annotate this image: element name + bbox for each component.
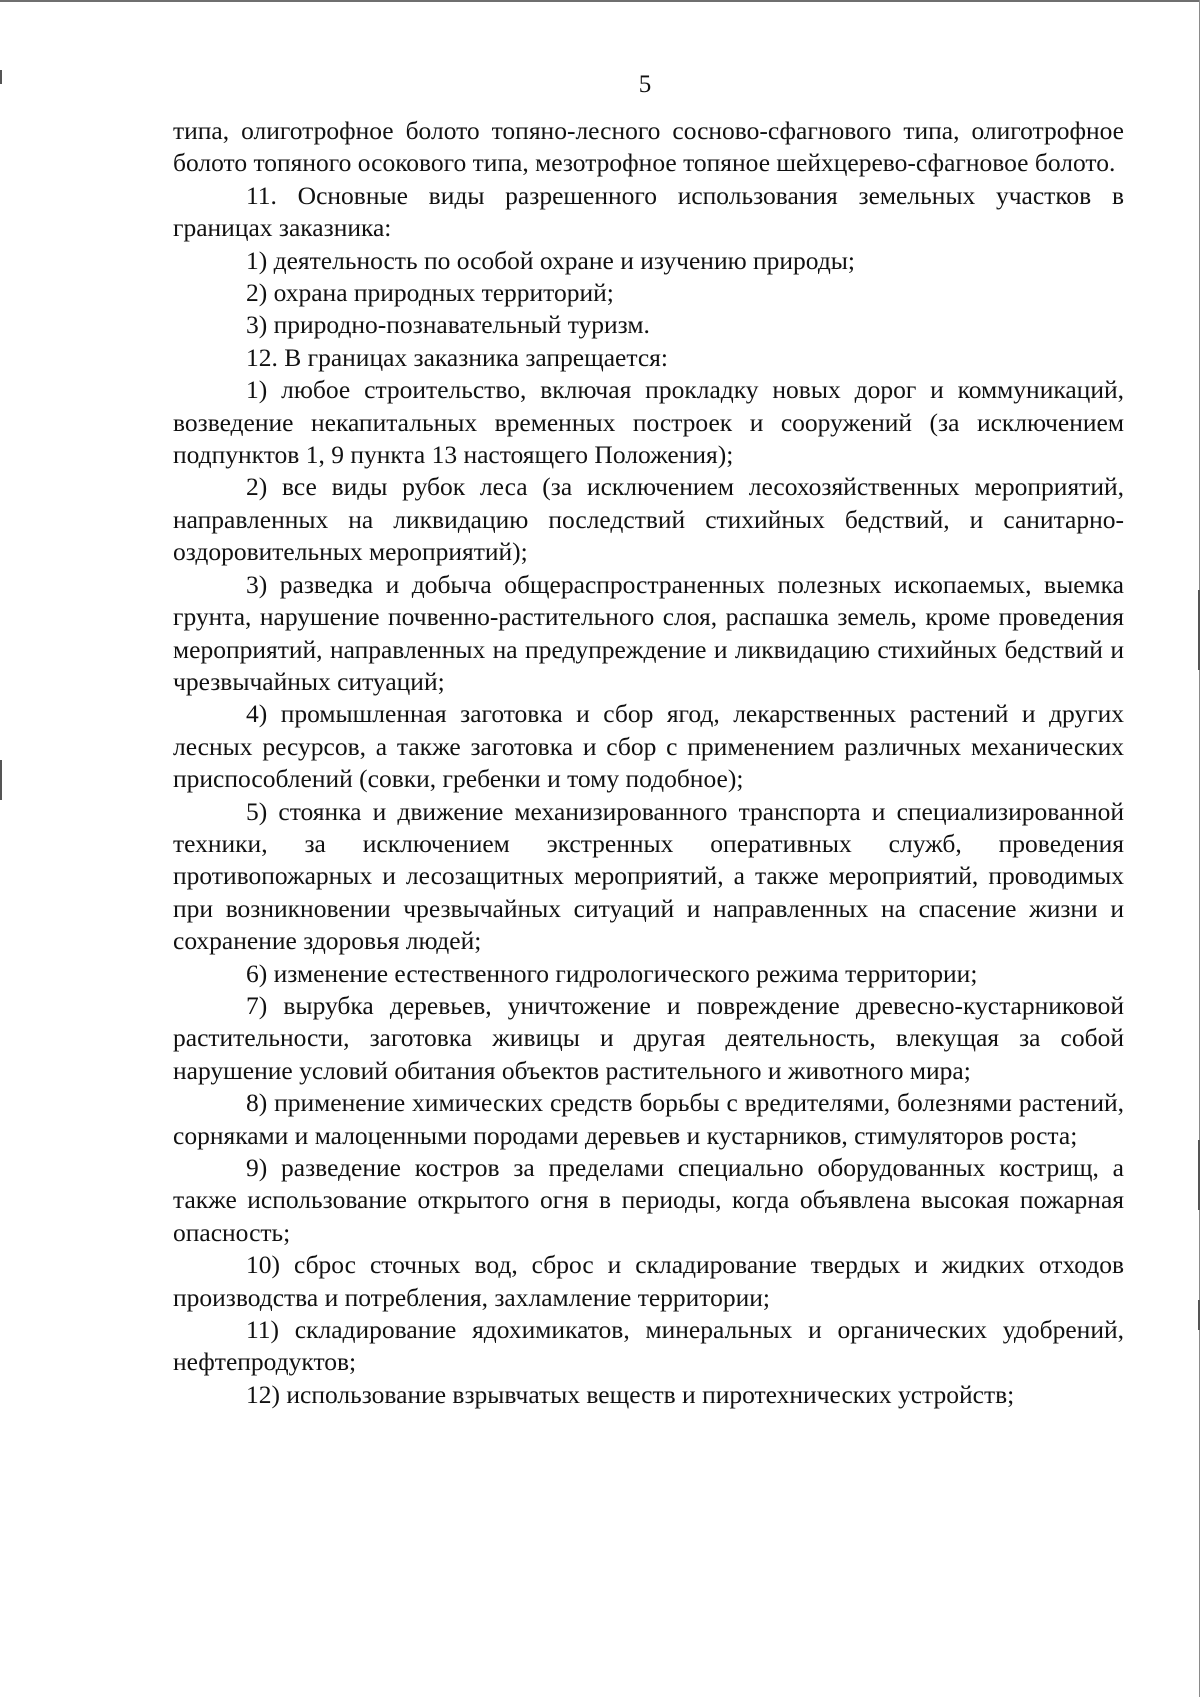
paragraph: 7) вырубка деревьев, уничтожение и повреждение древесно-кустарниковой растительности, заготовка живицы и другая деятельность, влекущая за собой нарушение условий обитания объектов растительного и животного мира; (173, 990, 1124, 1085)
paragraph: 3) природно-познавательный туризм. (246, 310, 650, 340)
paragraph: 2) все виды рубок леса (за исключением лесохозяйственных мероприятий, направленных на ликвидацию последствий стихийных бедствий, и санитарно-оздоровительных мероприятий); (173, 472, 1124, 567)
paragraph: 6) изменение естественного гидрологического режима территории; (246, 958, 978, 988)
paragraph: 1) любое строительство, включая прокладку новых дорог и коммуникаций, возведение некапитальных временных построек и сооружений (за исключением подпунктов 1, 9 пункта 13 настоящего Положения); (173, 375, 1124, 470)
scan-edge-top (0, 0, 1200, 2)
paragraph: 4) промышленная заготовка и сбор ягод, лекарственных растений и других лесных ресурсов, а также заготовка и сбор с применением различных механических приспособлений (совки, гребенки и тому подобное); (173, 699, 1124, 794)
paragraph: 12) использование взрывчатых веществ и пиротехнических устройств; (246, 1379, 1015, 1409)
scan-mark-left-middle (0, 760, 2, 800)
paragraph: 8) применение химических средств борьбы с вредителями, болезнями растений, сорняками и малоценными породами деревьев и кустарников, стимуляторов роста; (173, 1088, 1124, 1150)
paragraph: типа, олиготрофное болото топяно-лесного сосново-сфагнового типа, олиготрофное болото топяного осокового типа, мезотрофное топяное шейхцерево-сфагновое болото. (173, 116, 1124, 178)
paragraph: 12. В границах заказника запрещается: (246, 342, 668, 372)
paragraph: 10) сброс сточных вод, сброс и складирование твердых и жидких отходов производства и потребления, захламление территории; (173, 1250, 1124, 1312)
document-body (173, 115, 1124, 1411)
paragraph: 5) стоянка и движение механизированного транспорта и специализированной техники, за исключением экстренных оперативных служб, проведения противопожарных и лесозащитных мероприятий, а также мероприятий, проводимых при возникновении чрезвычайных ситуаций и направленных на спасение жизни и сохранение здоровья людей; (173, 796, 1124, 956)
page-number: 5 (638, 71, 652, 98)
paragraph: 2) охрана природных территорий; (246, 278, 614, 308)
paragraph: 9) разведение костров за пределами специально оборудованных кострищ, а также использование открытого огня в периоды, когда объявлена высокая пожарная опасность; (173, 1153, 1124, 1247)
paragraph: 11) складирование ядохимикатов, минеральных и органических удобрений, нефтепродуктов; (173, 1315, 1124, 1377)
paragraph: 1) деятельность по особой охране и изучению природы; (246, 245, 856, 275)
paragraph: 11. Основные виды разрешенного использования земельных участков в границах заказника: (173, 180, 1124, 243)
paragraph: 3) разведка и добыча общераспространенных полезных ископаемых, выемка грунта, нарушение почвенно-растительного слоя, распашка земель, кроме проведения мероприятий, направленных на предупреждение и ликвидацию стихийных бедствий и чрезвычайных ситуаций; (173, 569, 1124, 696)
